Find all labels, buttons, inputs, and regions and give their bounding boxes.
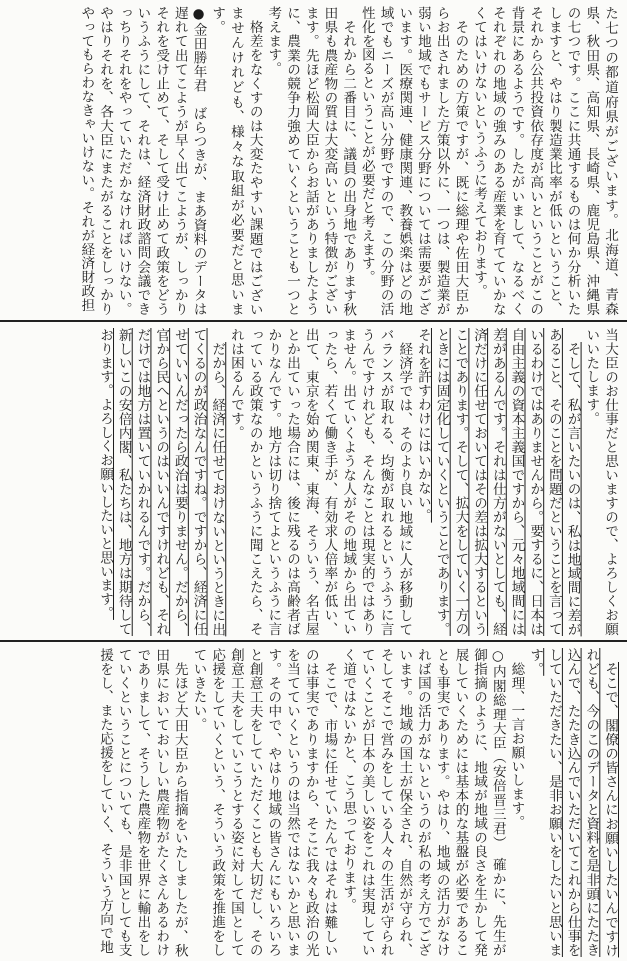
paragraph: た七つの都道府県がございます。北海道、青森県、秋田県、高知県、長崎県、鹿児島県、沖縄県の七つです。ここに共通するものは何か分析いたしますと、やはり製造業比率が低いということ、それから公共投資依存度が高いということがこの背景にあるようです。したがいまして、なるべくそれぞれの地域の強みのある産業を育てていかなくてはいけないというふうに考えております。 (471, 6, 618, 316)
vertical-text-column (77, 6, 619, 316)
tier-top (0, 0, 627, 320)
paragraph: そのための方策ですが、既に総理や佐田大臣からお出されました方策以外に、一つは、製造業が弱い地域でもサービス分野については需要がございます。医療関連、健康関連、教養娯楽はどの地域でもニーズが高い分野ですので、この分野の活性化を図るということが必要だと考えます。 (358, 6, 469, 316)
paragraph: 総理、一言お願いします。 (508, 661, 525, 829)
paragraph: 経済学では、そのより良い地域に人が移動してバランスが取れる、均衡が取れるというふうに言うんですけれども、そんなことは現実的ではありません。出ていくような人がその地域から出ていったら、若くて働き手が、有効求人倍率が低い、出て、東京を始め関東、東海、そういう、名古屋とか出ていった場合には、後に残るのは高齢者ばかりなんです。地方は切り捨てよというふうに言っている政策なのかというふうに聞こえたら、それは困るんです。 (227, 328, 413, 636)
underlined-paragraph: そこで、閣僚の皆さんにお願いしたいんですけれども、今のこのデータと資料を是非頭にたたき込んで、たたき込んでいただいてこれから仕事をしていただきたい、是非お願いをしたいと思います。 (527, 648, 618, 957)
paragraph: それから二番目に、議員の出身地であります秋田県も農産物の質は大変高いという特徴がございます。先ほど松岡大臣からお話がありましたように、農業の競争力強めていくということも一つと考えます。 (265, 6, 357, 316)
tier-bottom (0, 640, 627, 961)
speaker-paragraph: ○内閣総理大臣（安倍晋三君） 確かに、先生が御指摘のように、地域が地域の良さを生かして発展していくためには基本的な基盤が必要であることも事実であります。やはり、地域の活力がなければ国の活力がないというのが私の考え方でございます。地域の国土が保全され、自然が守られ、そしてそこで営みをしている人々の生活が守られていくことが日本の美しい姿をこれは実現していく道ではないかと、こう思っております。 (340, 648, 506, 957)
paragraph: そこで、市場に任せていたんではそれは難しいのは事実でありますから、そこに我々も政治の光を当てていくというのは当然ではないかと思います。その中で、やはり地域の皆さんにもいろいろと創意工夫をしていただくことも大切だし、その創意工夫をしていこうとする姿に対して国として応援をしていくという、そういう政策を推進をしていきたい。 (190, 648, 338, 957)
underlined-paragraph: そして、私が言いたいのは、私は地域間に差があること、そのことを問題だということを言っているわけではありませんから。要するに、日本は自由主義の資本主義国ですから、元々地域間には差があるんです。それは仕方がないとしても、経済だけに任せておいてはその差は拡大するということであります。そして、拡大をしていく一方のときには固定化していくということであります。それを許すわけにはいかない。 (414, 328, 581, 636)
paragraph: 格差をなくすのは大変たやすい課題ではございませんけれども、様々な取組が必要だと思います。 (209, 6, 263, 316)
underlined-paragraph: だから、経済に任せておけないというときに出てくるのが政治なんですね。ですから、経済に任せていいんだったら政治は要りません。だから、官から民へというのはいいんですけれども、それだけでは地方は置いていかれるんです。だから、新しいこの安倍内閣、私たちは、地方は期待しております。よろしくお願いしたいと思います。 (97, 328, 226, 636)
paragraph: 当大臣のお仕事だと思いますので、よろしくお願いいたします。 (583, 328, 618, 636)
paragraph: 先ほど大田大臣から指摘をいたしましたが、秋田県においておいしい農産物がたくさんあるわけでありまして、そうした農産物を世界に輸出をしていくということについても、是非国としても支援をし、また応援をしていく、そういう方向で地 (97, 648, 188, 957)
speaker-paragraph: ●金田勝年君 ばらつきが、まあ資料のデータは遅れて出てこようが早く出てこようが、しっかりそれを受け止めて、そして受け止めて政策をどういうふうにして、それは、経済財政諮問会議できっちりそれをやっていただかなければいけない。やはりそれを、各大臣にまたがることをしっかりやってもらわなきゃいけない。それが経済財政担 (78, 6, 207, 316)
tier-middle (0, 320, 627, 640)
vertical-text-column (95, 328, 619, 636)
vertical-text-column (95, 648, 619, 957)
